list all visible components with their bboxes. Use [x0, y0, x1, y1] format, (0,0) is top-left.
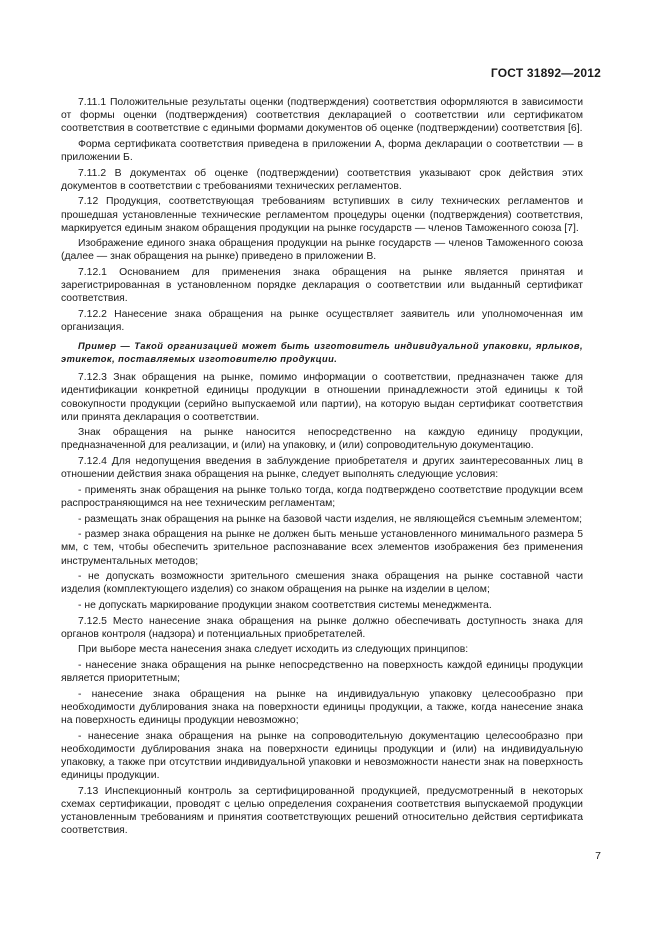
- paragraph-7-12-5: 7.12.5 Место нанесение знака обращения на рынке должно обеспечивать доступность знака для органов контроля (надзора) и потенциальных приобретателей.: [61, 615, 583, 640]
- paragraph-mark-application: Знак обращения на рынке наносится непосредственно на каждую единицу продукции, предназначенной для реализации, и (или) на упаковку, и (или) сопроводительную документацию.: [61, 427, 583, 452]
- list-item: - нанесение знака обращения на рынке на сопроводительную документацию целесообразно при необходимости дублирования знака на поверхности единицы продукции и (или) на индивидуальную упаковку, а также при отсутствии индивидуальной упаковки и невозможности нанести знак на поверхность единицы продукции.: [61, 730, 583, 782]
- list-item: - не допускать возможности зрительного смешения знака обращения на рынке составной части изделия (комплектующего изделия) со знаком обращения на рынке на изделии в целом;: [61, 571, 583, 596]
- list-item: - размещать знак обращения на рынке на базовой части изделия, не являющейся съемным элементом;: [78, 513, 583, 525]
- paragraph-7-12: 7.12 Продукция, соответствующая требованиям вступивших в силу технических регламентов и прошедшая установленные технические регламентом процедуры оценки (подтверждения) соответствия, маркируется единым знаком обращения продукции на рынке государств — членов Таможенного союза [7].: [61, 196, 583, 234]
- page-number: 7: [595, 850, 601, 862]
- list-item: - не допускать маркирование продукции знаком соответствия системы менеджмента.: [78, 600, 492, 611]
- list-item: - нанесение знака обращения на рынке на индивидуальную упаковку целесообразно при необходимости дублирования знака на поверхности единицы продукции, а также, когда нанесение знака на поверхность единицы продукции невозможно;: [61, 688, 583, 727]
- paragraph-7-12-3: 7.12.3 Знак обращения на рынке, помимо информации о соответствии, предназначен также для идентификации конкретной единицы продукции в отношении принадлежности этой единицы к той совокупности продукции (серийно выпускаемой или партии), на которую выдан сертификат соответствия или принята декларация о соответствии.: [61, 372, 583, 423]
- list-item: - нанесение знака обращения на рынке непосредственно на поверхность каждой единицы продукции является приоритетным;: [61, 660, 583, 685]
- paragraph-certificate-form: Форма сертификата соответствия приведена в приложении А, форма декларации о соответствии — в приложении Б.: [61, 138, 583, 163]
- list-item: - применять знак обращения на рынке только тогда, когда подтверждено соответствие продукции всем распространяющимся на нее техническим регламентам;: [61, 484, 583, 509]
- paragraph-mark-image: Изображение единого знака обращения продукции на рынке государств — членов Таможенного союза (далее — знак обращения на рынке) приведено в приложении В.: [61, 238, 583, 263]
- document-body: [61, 96, 583, 840]
- paragraph-7-12-1: 7.12.1 Основанием для применения знака обращения на рынке является принятая и зарегистрированная в установленном порядке декларация о соответствии или выданный сертификат соответствия.: [61, 267, 583, 305]
- paragraph-7-12-2: 7.12.2 Нанесение знака обращения на рынке осуществляет заявитель или уполномоченная им организация.: [61, 308, 583, 334]
- document-code-header: ГОСТ 31892—2012: [490, 66, 601, 80]
- paragraph-7-11-1: 7.11.1 Положительные результаты оценки (подтверждения) соответствия оформляются в зависимости от формы оценки (подтверждения) соответствия декларацией о соответствии или сертификатом соответствия в соответствие с едиными формами документов об оценке (подтверждении) соответствия [6].: [61, 97, 583, 135]
- list-item: - размер знака обращения на рынке не должен быть меньше установленного минимального размера 5 мм, с тем, чтобы обеспечить зрительное распознавание всех элементов изображения без применения инструментальных методов;: [61, 529, 583, 567]
- paragraph-7-13: 7.13 Инспекционный контроль за сертифицированной продукцией, предусмотренный в некоторых схемах сертификации, проводят с целью определения сохранения соответствия выпускаемой продукции установленным требованиям и принятия соответствующих решений относительно действия сертификата соответствия.: [61, 785, 583, 837]
- paragraph-7-12-4: 7.12.4 Для недопущения введения в заблуждение приобретателя и других заинтересованных лиц в отношении действия знака обращения на рынке, следует выполнять следующие условия:: [61, 456, 583, 481]
- paragraph-7-11-2: 7.11.2 В документах об оценке (подтверждении) соответствия указывают срок действия этих документов в соответствии с требованиями технических регламентов.: [61, 167, 583, 192]
- paragraph-placement-principles: При выборе места нанесения знака следует исходить из следующих принципов:: [78, 644, 469, 656]
- example-note: Пример — Такой организацией может быть изготовитель индивидуальной упаковки, ярлыков, этикеток, поставляемых изготовителю продукции.: [61, 341, 583, 365]
